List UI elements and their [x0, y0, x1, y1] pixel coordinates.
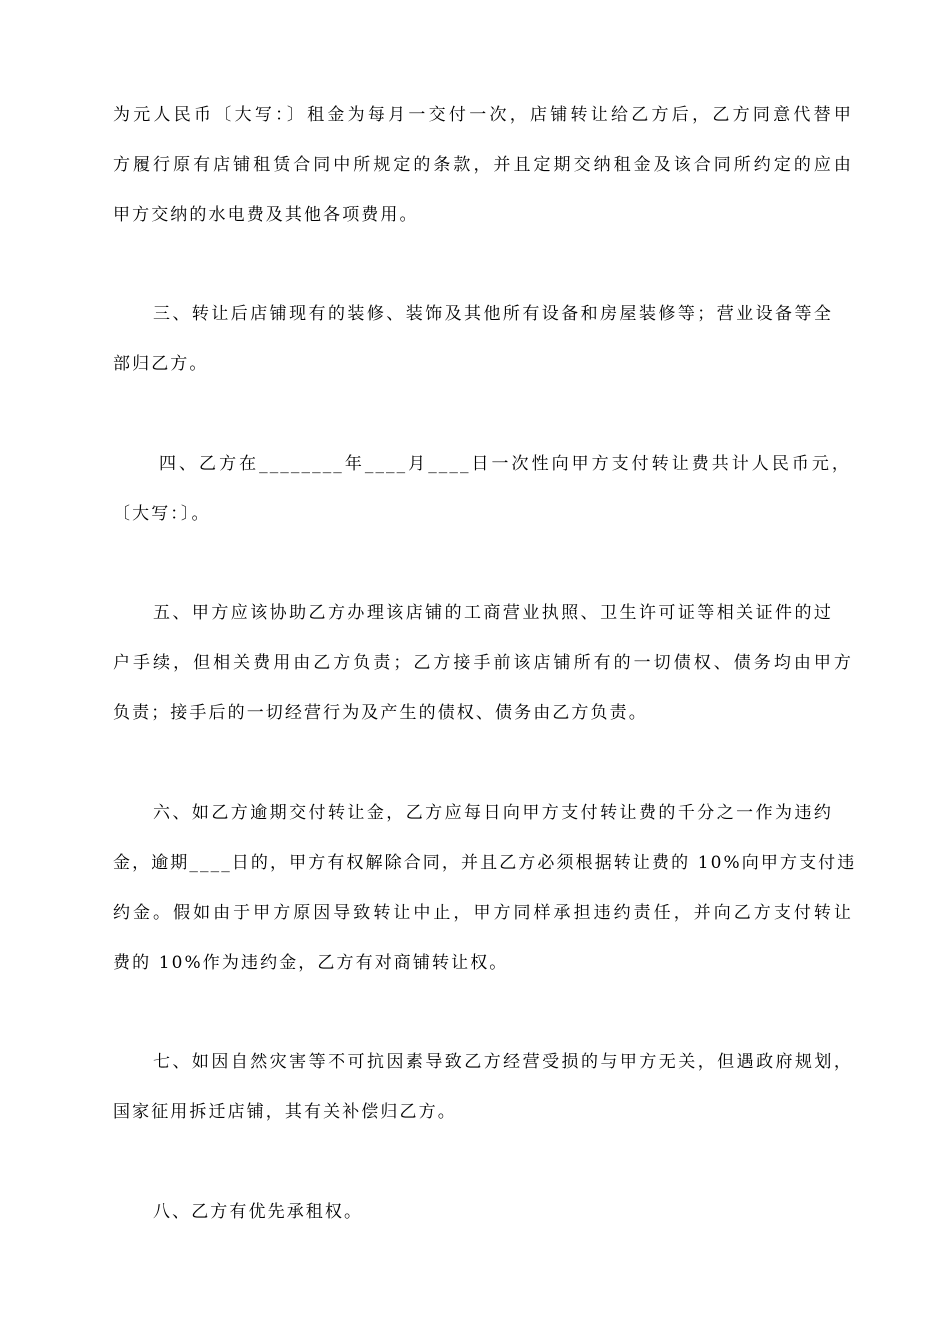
clause-6-line-3: 约金。假如由于甲方原因导致转让中止，甲方同样承担违约责任，并向乙方支付转让 [113, 903, 853, 923]
clause-2-line-1: 为元人民币〔大写：〕租金为每月一交付一次，店铺转让给乙方后，乙方同意代替甲 [113, 105, 853, 125]
clause-6-line-4: 费的 10%作为违约金，乙方有对商铺转让权。 [113, 953, 509, 973]
clause-8-line-1: 八、乙方有优先承租权。 [153, 1202, 364, 1222]
clause-5-line-2: 户手续，但相关费用由乙方负责；乙方接手前该店铺所有的一切债权、债务均由甲方 [113, 653, 853, 673]
clause-3-line-1: 三、转让后店铺现有的装修、装饰及其他所有设备和房屋装修等；营业设备等全 [153, 304, 833, 324]
clause-4-line-2: 〔大写：〕。 [113, 504, 211, 524]
clause-3-line-2: 部归乙方。 [113, 354, 209, 374]
clause-7-line-2: 国家征用拆迁店铺，其有关补偿归乙方。 [113, 1102, 457, 1122]
clause-6-line-2: 金，逾期____日的，甲方有权解除合同，并且乙方必须根据转让费的 10%向甲方支付违 [113, 853, 857, 873]
clause-5-line-1: 五、甲方应该协助乙方办理该店铺的工商营业执照、卫生许可证等相关证件的过 [153, 603, 833, 623]
clause-4-line-1: 四、乙方在________年____月____日一次性向甲方支付转让费共计人民币元， [159, 454, 851, 474]
clause-7-line-1: 七、如因自然灾害等不可抗因素导致乙方经营受损的与甲方无关，但遇政府规划， [153, 1052, 853, 1072]
clause-6-line-1: 六、如乙方逾期交付转让金，乙方应每日向甲方支付转让费的千分之一作为违约 [153, 803, 833, 823]
clause-2-line-2: 方履行原有店铺租赁合同中所规定的条款，并且定期交纳租金及该合同所约定的应由 [113, 155, 853, 175]
clause-2-line-3: 甲方交纳的水电费及其他各项费用。 [113, 205, 419, 225]
clause-5-line-3: 负责；接手后的一切经营行为及产生的债权、债务由乙方负责。 [113, 703, 648, 723]
